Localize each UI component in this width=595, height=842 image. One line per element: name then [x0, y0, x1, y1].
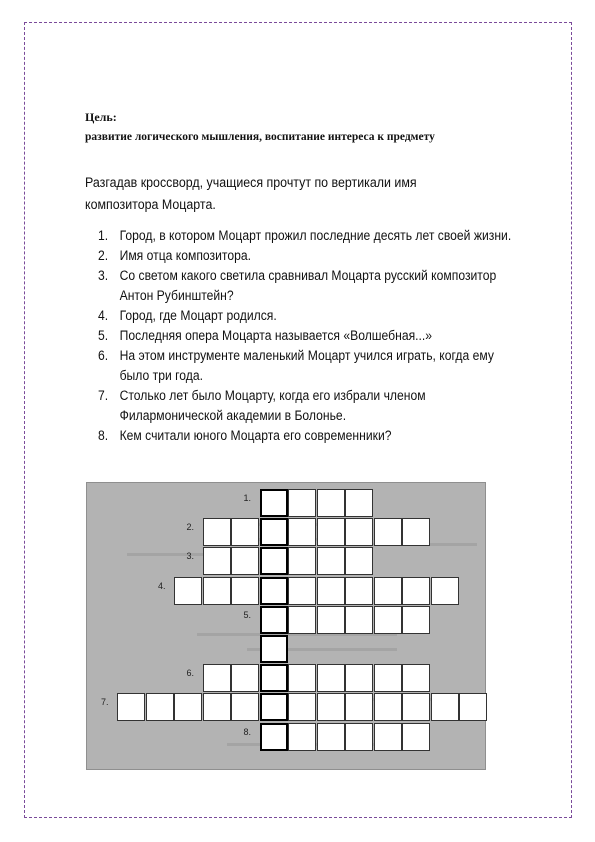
crossword-cell[interactable] — [317, 723, 345, 751]
crossword-cell[interactable] — [231, 577, 259, 605]
crossword-cell[interactable] — [345, 723, 373, 751]
question-number: 7. — [98, 388, 109, 403]
crossword-cell[interactable] — [402, 723, 430, 751]
crossword-cell[interactable] — [317, 489, 345, 517]
question-text: На этом инструменте маленький Моцарт учился играть, когда ему было три года. — [119, 348, 494, 383]
crossword-row-number: 3. — [186, 551, 195, 562]
question-number: 8. — [98, 428, 109, 443]
crossword-row-number: 1. — [243, 493, 252, 503]
crossword-cell[interactable] — [345, 606, 373, 634]
crossword-cell[interactable] — [288, 518, 316, 546]
crossword-cell[interactable] — [288, 606, 316, 634]
question-number: 4. — [98, 308, 109, 323]
question-number: 6. — [98, 348, 109, 363]
question-item — [98, 386, 521, 426]
crossword-key-cell[interactable] — [260, 577, 288, 605]
crossword-cell[interactable] — [231, 693, 259, 721]
question-text: Имя отца композитора. — [119, 248, 251, 263]
crossword-cell[interactable] — [374, 693, 402, 721]
crossword-cell[interactable] — [402, 518, 430, 546]
crossword-key-cell[interactable] — [260, 489, 288, 517]
crossword-cell[interactable] — [317, 547, 345, 575]
crossword-cell[interactable] — [345, 664, 373, 692]
crossword-key-cell[interactable] — [260, 518, 288, 546]
question-number: 2. — [98, 248, 109, 263]
question-item — [98, 346, 521, 386]
crossword-cell[interactable] — [288, 693, 316, 721]
crossword-cell[interactable] — [203, 547, 231, 575]
questions-list — [98, 226, 521, 446]
crossword-cell[interactable] — [174, 577, 202, 605]
crossword-cell[interactable] — [146, 693, 174, 721]
crossword-cell[interactable] — [374, 577, 402, 605]
intro-line: композитора Моцарта. — [85, 197, 216, 212]
crossword-row-number: 7. — [101, 697, 109, 708]
crossword-key-cell[interactable] — [260, 723, 288, 751]
crossword-key-cell[interactable] — [260, 635, 288, 663]
crossword-cell[interactable] — [431, 577, 459, 605]
crossword-cell[interactable] — [431, 693, 459, 721]
crossword-cell[interactable] — [317, 664, 345, 692]
crossword-key-cell[interactable] — [260, 547, 288, 575]
question-text: Со светом какого светила сравнивал Моцарта русский композитор Антон Рубинштейн? — [119, 268, 497, 303]
crossword-cell[interactable] — [345, 518, 373, 546]
crossword-cell[interactable] — [374, 723, 402, 751]
crossword-cell[interactable] — [203, 693, 231, 721]
crossword-cell[interactable] — [317, 518, 345, 546]
crossword-row-number: 4. — [158, 580, 166, 591]
crossword-cell[interactable] — [288, 723, 316, 751]
crossword-cell[interactable] — [117, 693, 145, 721]
question-text: Последняя опера Моцарта называется «Волшебная...» — [119, 328, 433, 343]
crossword-cell[interactable] — [203, 518, 231, 546]
crossword-row-number: 2. — [186, 522, 195, 533]
crossword-cell[interactable] — [374, 664, 402, 692]
intro-paragraph — [85, 172, 471, 216]
question-item — [98, 326, 521, 346]
question-text: Город, где Моцарт родился. — [119, 308, 277, 323]
question-text: Город, в котором Моцарт прожил последние десять лет своей жизни. — [119, 228, 512, 243]
question-number: 3. — [98, 268, 109, 283]
crossword-cell[interactable] — [345, 547, 373, 575]
goal-text: развитие логического мышления, воспитание интереса к предмету — [85, 131, 435, 143]
intro-line: Разгадав кроссворд, учащиеся прочтут по вертикали имя — [85, 175, 417, 190]
crossword-cell[interactable] — [402, 664, 430, 692]
crossword-key-cell[interactable] — [260, 606, 288, 634]
crossword-cell[interactable] — [345, 693, 373, 721]
crossword-cell[interactable] — [317, 577, 345, 605]
crossword-cell[interactable] — [317, 606, 345, 634]
crossword-cell[interactable] — [345, 577, 373, 605]
crossword-cell[interactable] — [459, 693, 487, 721]
question-item — [98, 426, 521, 446]
question-text: Кем считали юного Моцарта его современники? — [119, 428, 392, 443]
question-item — [98, 266, 521, 306]
goal-label: Цель: — [85, 110, 117, 124]
crossword-cell[interactable] — [402, 606, 430, 634]
crossword-cell[interactable] — [345, 489, 373, 517]
question-text: Столько лет было Моцарту, когда его избрали членом Филармонической академии в Болонье. — [119, 388, 426, 423]
crossword-cell[interactable] — [174, 693, 202, 721]
crossword-row-number: 6. — [186, 668, 195, 679]
crossword-row-number: 5. — [243, 609, 252, 620]
crossword-cell[interactable] — [402, 693, 430, 721]
crossword-key-cell[interactable] — [260, 693, 288, 721]
crossword-cell[interactable] — [231, 664, 259, 692]
crossword-cell[interactable] — [402, 577, 430, 605]
crossword-cell[interactable] — [374, 606, 402, 634]
crossword-grid — [86, 482, 486, 770]
crossword-cell[interactable] — [317, 693, 345, 721]
question-item — [98, 226, 521, 246]
crossword-cell[interactable] — [288, 547, 316, 575]
crossword-cell[interactable] — [288, 489, 316, 517]
crossword-cell[interactable] — [203, 664, 231, 692]
question-number: 5. — [98, 328, 109, 343]
crossword-cell[interactable] — [231, 518, 259, 546]
question-number: 1. — [98, 228, 109, 243]
crossword-cell[interactable] — [231, 547, 259, 575]
question-item — [98, 306, 521, 326]
crossword-key-cell[interactable] — [260, 664, 288, 692]
crossword-cell[interactable] — [288, 664, 316, 692]
crossword-cell[interactable] — [288, 577, 316, 605]
crossword-cell[interactable] — [203, 577, 231, 605]
crossword-cell[interactable] — [374, 518, 402, 546]
question-item — [98, 246, 521, 266]
crossword-row-number: 8. — [243, 726, 252, 737]
